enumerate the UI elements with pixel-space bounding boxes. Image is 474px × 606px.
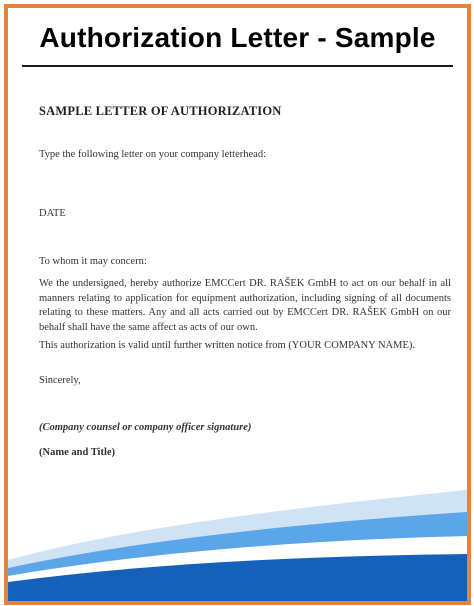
letter-body-paragraph: We the undersigned, hereby authorize EMCCert DR. RAŠEK GmbH to act on our behalf in all manners relating to application for equipment authorization, including signing of all documents relating to these matters. Any and all acts carried out by EMCCert DR. RAŠEK GmbH on our behalf shall have the same affect as acts of our own. [39, 278, 451, 333]
page-title: Authorization Letter - Sample [39, 22, 436, 53]
letter-signature-line: (Company counsel or company officer signature) [39, 422, 252, 433]
letter-salutation: To whom it may concern: [39, 256, 147, 267]
letter-name-title: (Name and Title) [39, 447, 116, 458]
wave-decoration [8, 490, 467, 601]
letter-validity: This authorization is valid until further written notice from (YOUR COMPANY NAME). [39, 340, 416, 351]
page-frame [4, 4, 471, 605]
letter-heading: SAMPLE LETTER OF AUTHORIZATION [39, 104, 282, 118]
letter-date: DATE [39, 208, 66, 219]
letter-instruction: Type the following letter on your company letterhead: [39, 149, 266, 160]
title-underline [22, 65, 453, 67]
letter-body [39, 104, 451, 458]
letter-closing: Sincerely, [39, 375, 81, 386]
